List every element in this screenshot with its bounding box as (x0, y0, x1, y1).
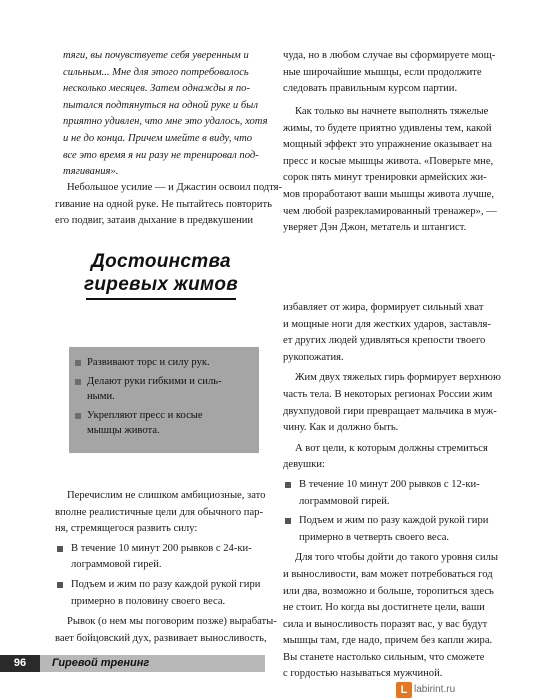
left-bottom-text (55, 488, 277, 647)
paragraph-line: девушки: (283, 459, 325, 471)
benefit-item (87, 355, 249, 370)
page-number: 96 (0, 655, 40, 672)
paragraph-line: мышцы там, где надо, причем без капли жира. (283, 635, 493, 647)
paragraph (283, 104, 495, 237)
benefits-list (69, 347, 259, 438)
left-top-paragraph (55, 180, 283, 230)
paragraph-line: сорок пять минут тренировки армейских жи- (283, 172, 487, 184)
benefits-box (57, 337, 265, 456)
goal-item-line: Подъем и жим по разу каждой рукой гири (299, 515, 489, 527)
paragraph-line: или два, возможно и больше, торопиться здесь (283, 585, 494, 597)
quote-line: пытался подтянуться на одной руке и был (63, 99, 258, 111)
bullet-square-icon (285, 518, 291, 524)
left-top-quote (55, 48, 267, 181)
paragraph (283, 370, 501, 436)
goal-item-line: Подъем и жим по разу каждой рукой гири (71, 578, 261, 590)
benefit-item (87, 374, 249, 404)
paragraph-line: двухпудовой гири превращает мальчика в муж- (283, 405, 497, 417)
paragraph (283, 441, 495, 474)
paragraph-line: и выносливости, вам может потребоваться год (283, 568, 493, 580)
section-heading-line2: гиревых жимов (83, 274, 239, 295)
paragraph-line: Небольшое усилие — и Джастин освоил подтя- (67, 182, 283, 193)
paragraph-line: Вы станете настолько сильным, что сможете (283, 651, 485, 663)
quote-line: тяги, вы почувствуете себя уверенным и (63, 50, 249, 61)
goal-item-line: В течение 10 минут 200 рывков с 24-ки- (71, 542, 252, 554)
bullet-square-icon (75, 360, 81, 366)
quote-line: приятно удивлен, что мне это удалось, хотя (63, 116, 268, 128)
right-top-paragraph-2 (283, 104, 495, 237)
paragraph (55, 488, 267, 538)
benefit-item-line: Укрепляют пресс и косые (87, 410, 203, 421)
benefit-item-line: мышцы живота. (87, 425, 160, 436)
benefits-box-inner (69, 347, 259, 453)
labirint-logo-icon: L (396, 682, 412, 698)
quote-line: и не до конца. Причем имейте в виду, что (63, 132, 253, 144)
paragraph-line: Для того чтобы дойти до такого уровня силы (295, 552, 499, 564)
paragraph-line: чем любой разрекламированный тренажер», — (283, 205, 497, 217)
paragraph-line: ня, стремящегося развить силу: (55, 523, 198, 535)
goal-item (55, 541, 267, 574)
goal-item-line: лограммовой гирей. (299, 495, 390, 507)
paragraph-line: его подвиг, затаив дыхание в предвкушении (55, 215, 254, 227)
paragraph-line: вполне реалистичные цели для обычного пар- (55, 506, 263, 518)
quote-line: тягивания». (63, 166, 119, 178)
bullet-square-icon (75, 379, 81, 385)
goal-item (283, 513, 495, 546)
goal-item-line: примерно в четверть своего веса. (299, 531, 450, 543)
paragraph-line: ет других людей удивляться крепости твоего (283, 335, 486, 347)
paragraph-line: ные широчайшие мышцы, если продолжите (283, 66, 482, 78)
paragraph-line: пресс и косые мышцы живота. «Поверьте мне, (283, 155, 494, 167)
bullet-square-icon (57, 582, 63, 588)
quote-line: все это время я ни разу не тренировал под- (63, 149, 259, 161)
quote-line: сильным... Мне для этого потребовалось (63, 66, 249, 78)
bullet-square-icon (57, 546, 63, 552)
paragraph (283, 550, 499, 683)
goal-item-line: примерно в половину своего веса. (71, 595, 226, 607)
paragraph-line: следовать правильным курсом партии. (283, 83, 458, 95)
benefit-item-line: ными. (87, 391, 115, 402)
bullet-square-icon (75, 413, 81, 419)
paragraph-line: мов проработают ваши мышцы живота лучше, (283, 188, 495, 200)
paragraph-line: Рывок (о нем мы поговорим позже) вырабаты- (67, 616, 277, 628)
paragraph-line: с гордостью называться мужчиной. (283, 668, 443, 680)
paragraph-line: часть тела. В некоторых регионах России жим (283, 388, 493, 400)
goal-item (283, 477, 495, 510)
paragraph (55, 180, 283, 230)
paragraph-line: сила и выносливость поразят вас, у вас будут (283, 618, 488, 630)
benefit-item (87, 408, 249, 438)
section-heading (55, 250, 267, 300)
paragraph-line: чуда, но в любом случае вы сформируете мощ- (283, 50, 496, 61)
paragraph-line: мощный эффект это упражнение оказывает на (283, 139, 492, 151)
right-bottom-text (283, 300, 501, 683)
paragraph-line: вает бойцовский дух, развивает выносливость, (55, 632, 267, 644)
quote-line: несколько месяцев. Затем однажды я по- (63, 83, 250, 95)
paragraph-line: не стоит. Но когда вы достигнете цели, ваши (283, 602, 485, 614)
paragraph-line: А вот цели, к которым должны стремиться (295, 442, 488, 454)
bullet-square-icon (285, 482, 291, 488)
goal-item (55, 577, 267, 610)
benefit-item-line: Делают руки гибкими и силь- (87, 376, 222, 387)
paragraph-line: жимы, то будете приятно удивлены тем, какой (283, 122, 492, 134)
paragraph-line: и мощные ноги для жестких ударов, заставля- (283, 318, 491, 330)
paragraph-line: Жим двух тяжелых гирь формирует верхнюю (295, 372, 501, 384)
paragraph-line: избавляет от жира, формирует сильный хват (283, 302, 484, 313)
paragraph-line: рукопожатия. (283, 351, 344, 363)
paragraph-line: гивание на одной руке. Не пытайтесь повторить (55, 198, 272, 210)
goal-item-line: В течение 10 минут 200 рывков с 12-ки- (299, 478, 480, 490)
section-heading-line1: Достоинства (91, 251, 231, 272)
paragraph (55, 614, 277, 647)
benefit-item-line: Развивают торс и силу рук. (87, 357, 210, 368)
paragraph-line: уверяет Дэн Джон, метатель и штангист. (283, 222, 467, 234)
running-title: Гиревой тренинг (52, 657, 150, 669)
heading-underline (86, 298, 236, 300)
paragraph-line: Перечислим не слишком амбициозные, зато (67, 490, 266, 501)
paragraph-line: чину. Как и должно быть. (283, 422, 399, 434)
labirint-logo-text: labirint.ru (414, 684, 456, 695)
goal-item-line: лограммовой гирей. (71, 559, 162, 571)
right-top-paragraph-1 (283, 48, 495, 98)
paragraph-line: Как только вы начнете выполнять тяжелые (295, 106, 489, 117)
